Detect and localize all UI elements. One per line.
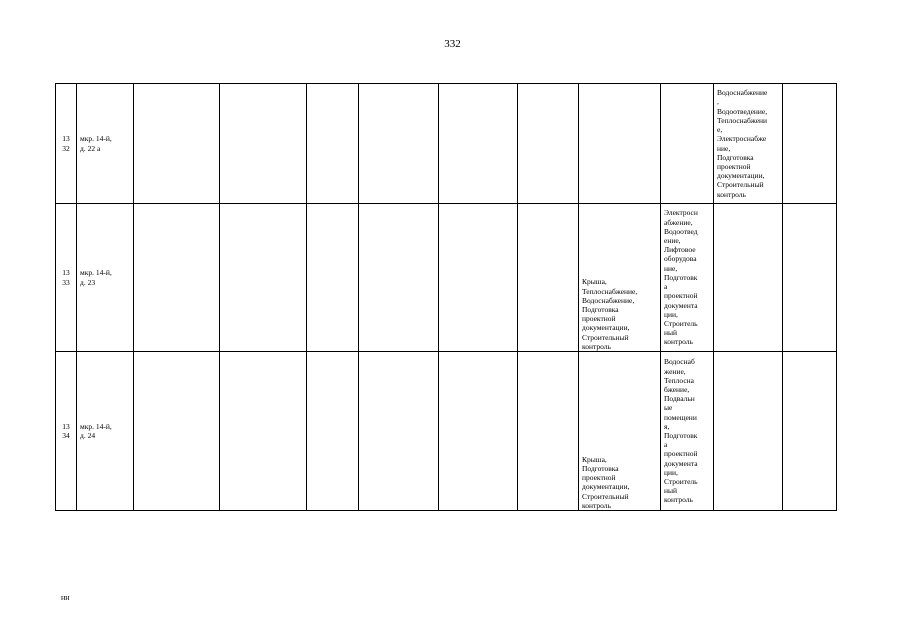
empty-cell xyxy=(783,84,837,204)
empty-cell xyxy=(220,84,307,204)
row-number-cell xyxy=(56,84,77,204)
works-cell-b xyxy=(661,204,714,352)
works-list-b: Электросн абжение, Водоотвед ение, Лифтовое оборудова ние, Подготовк а проектной документа ции, Строитель ный контроль xyxy=(664,208,698,347)
works-list-b: Водоснаб жение, Теплосна бжение, Подвальн ые помещени я, Подготовк а проектной документа ции, Строитель ный контроль xyxy=(664,357,698,505)
table-row xyxy=(56,204,837,352)
footer-mark: нн xyxy=(61,593,70,602)
empty-cell xyxy=(661,84,714,204)
empty-cell xyxy=(307,352,359,511)
row-number: 13 33 xyxy=(62,268,70,287)
empty-cell xyxy=(359,84,439,204)
empty-cell xyxy=(359,204,439,352)
row-number-cell xyxy=(56,204,77,352)
empty-cell xyxy=(134,204,220,352)
address: мкр. 14-й, д. 22 а xyxy=(80,134,112,153)
empty-cell xyxy=(134,84,220,204)
row-number: 13 32 xyxy=(62,134,70,153)
works-list-a: Крыша, Подготовка проектной документации, Строительный контроль xyxy=(582,454,630,510)
empty-cell xyxy=(439,352,518,511)
empty-cell xyxy=(518,352,579,511)
works-cell-b xyxy=(714,84,783,204)
empty-cell xyxy=(714,352,783,511)
empty-cell xyxy=(307,204,359,352)
page-number: 332 xyxy=(444,38,461,50)
row-number: 13 34 xyxy=(62,421,70,440)
works-cell-a xyxy=(579,84,661,204)
address: мкр. 14-й, д. 23 xyxy=(80,268,112,287)
table-row xyxy=(56,352,837,511)
address-cell xyxy=(77,204,134,352)
empty-cell xyxy=(359,352,439,511)
works-cell-a xyxy=(579,352,661,511)
works-table xyxy=(55,83,837,511)
empty-cell xyxy=(220,352,307,511)
address: мкр. 14-й, д. 24 xyxy=(80,421,112,440)
works-cell-b xyxy=(661,352,714,511)
empty-cell xyxy=(307,84,359,204)
empty-cell xyxy=(783,352,837,511)
works-list-a: Крыша, Теплоснабжение, Водоснабжение, Подготовка проектной документации, Строительный контроль xyxy=(582,277,638,351)
works-cell-a xyxy=(579,204,661,352)
empty-cell xyxy=(134,352,220,511)
empty-cell xyxy=(439,204,518,352)
address-cell xyxy=(77,84,134,204)
empty-cell xyxy=(518,84,579,204)
address-cell xyxy=(77,352,134,511)
table-row xyxy=(56,84,837,204)
empty-cell xyxy=(714,204,783,352)
empty-cell xyxy=(220,204,307,352)
works-list-b: Водоснабжение , Водоотведение, Теплоснабжени е, Электроснабже ние, Подготовка проектной документации, Строительный контроль xyxy=(717,88,768,199)
empty-cell xyxy=(518,204,579,352)
row-number-cell xyxy=(56,352,77,511)
empty-cell xyxy=(439,84,518,204)
empty-cell xyxy=(783,204,837,352)
